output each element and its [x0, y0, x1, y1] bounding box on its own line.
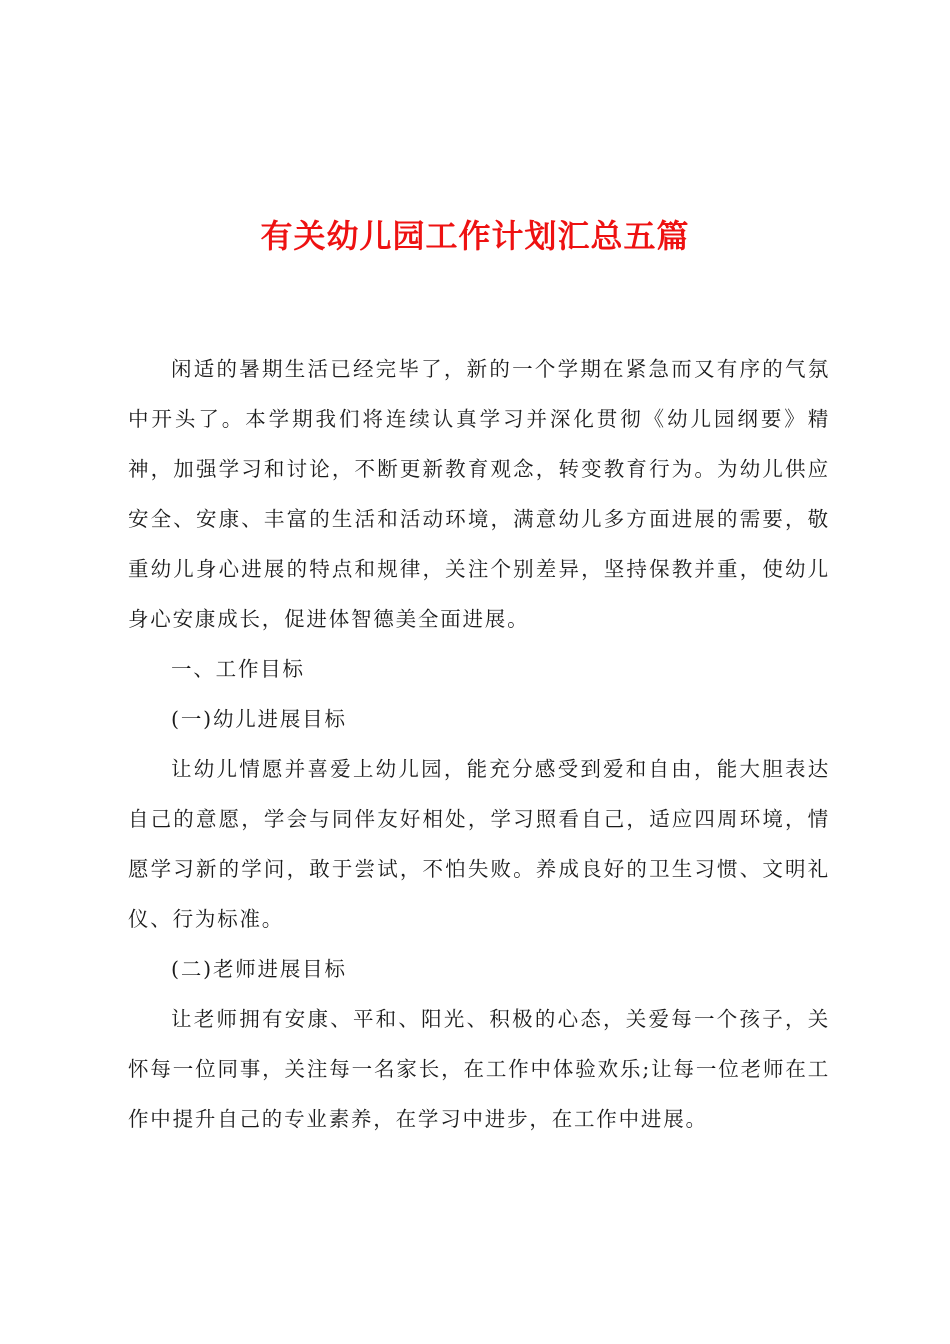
child-goals-paragraph: 让幼儿情愿并喜爱上幼儿园，能充分感受到爱和自由，能大胆表达自己的意愿，学会与同伴友好相处，学习照看自己，适应四周环境，情愿学习新的学问，敢于尝试，不怕失败。养成良好的卫生习惯、文明礼仪、行为标准。 [128, 757, 830, 931]
subheading-child-goals: (一)幼儿进展目标 [171, 707, 347, 731]
section-heading-goals: 一、工作目标 [171, 657, 305, 681]
subheading-teacher-goals: (二)老师进展目标 [171, 957, 347, 981]
intro-paragraph: 闲适的暑期生活已经完毕了，新的一个学期在紧急而又有序的气氛中开头了。本学期我们将连续认真学习并深化贯彻《幼儿园纲要》精神，加强学习和讨论，不断更新教育观念，转变教育行为。为幼儿供应安全、安康、丰富的生活和活动环境，满意幼儿多方面进展的需要，敬重幼儿身心进展的特点和规律，关注个别差异，坚持保教并重，使幼儿身心安康成长，促进体智德美全面进展。 [128, 357, 830, 631]
teacher-goals-paragraph: 让老师拥有安康、平和、阳光、积极的心态，关爱每一个孩子，关怀每一位同事，关注每一名家长，在工作中体验欢乐;让每一位老师在工作中提升自己的专业素养，在学习中进步，在工作中进展。 [128, 1007, 830, 1131]
document-body [128, 344, 830, 1144]
document-title: 有关幼儿园工作计划汇总五篇 [260, 217, 690, 255]
